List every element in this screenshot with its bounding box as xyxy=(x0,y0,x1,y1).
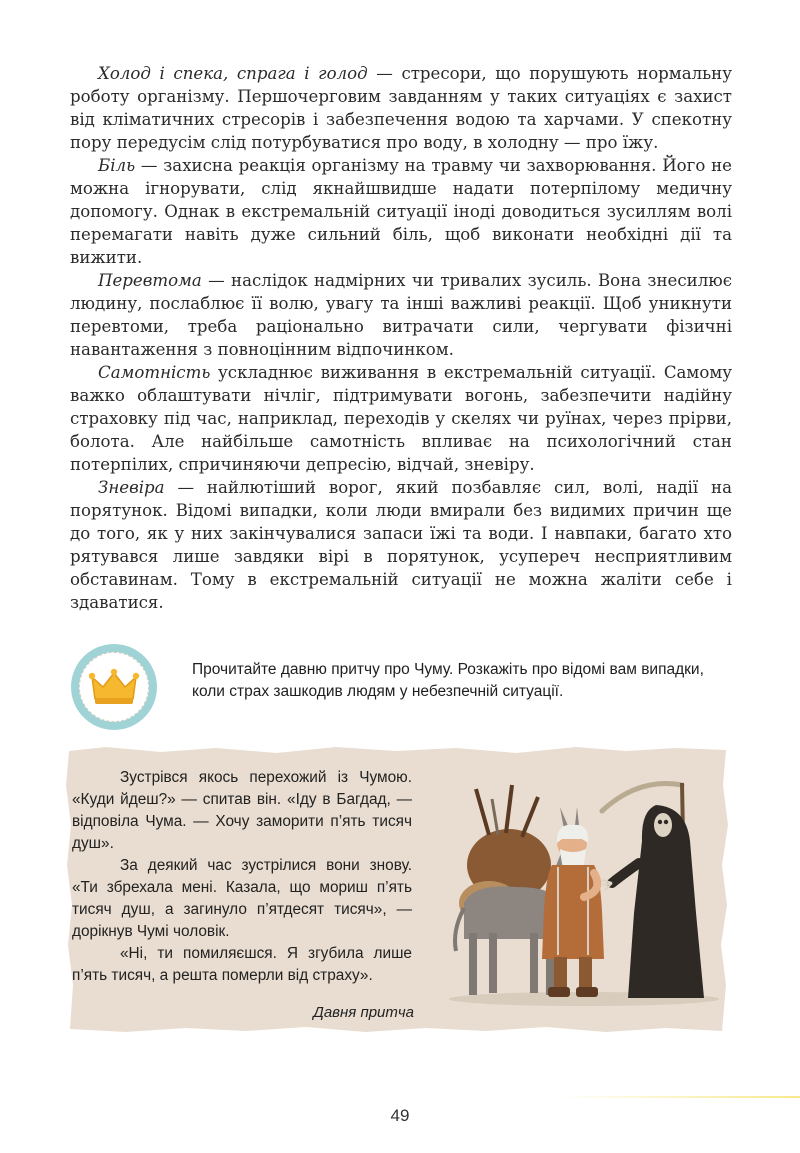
task-badge xyxy=(71,644,157,730)
term-cold-heat: Холод і спека, спрага і голод xyxy=(98,64,368,83)
parable-source: Давня притча xyxy=(313,1004,414,1021)
term-pain: Біль xyxy=(98,156,136,175)
main-text xyxy=(70,62,732,614)
text-pain: — захисна реакція організму на травму чи захворювання. Його не можна ігнорувати, слід якнайшвидше надати потерпілому медичну допомогу. Однак в екстремальній ситуації іноді доводиться зусиллям волі перемагати навіть дуже сильний біль, щоб виконати необхідні дії та вижити. xyxy=(70,156,732,267)
parable-text xyxy=(72,767,412,987)
text-loneliness: ускладнює виживання в екстремальній ситуації. Самому важко облаштувати нічліг, підтримувати вогонь, забезпечити надійну страховку під час, наприклад, переходів у скелях чи руїнах, через прірви, болота. Але найбільше самотність впливає на психологічний стан потерпілих, спричиняючи депресію, відчай, зневіру. xyxy=(70,363,732,474)
paragraph-despair xyxy=(70,476,732,614)
parable-paragraph: Зустрівся якось перехожий із Чумою. «Куди йдеш?» — спитав він. «Іду в Багдад, — відповіла Чума. — Хочу заморити п’ять тисяч душ». xyxy=(72,769,412,852)
task-instruction: Прочитайте давню притчу про Чуму. Розкажіть про відомі вам випадки, коли страх зашкодив людям у небезпечній ситуації. xyxy=(192,661,704,700)
parable-paragraph: За деякий час зустрілися вони знову. «Ти збрехала мені. Казала, що мориш п’ять тисяч душ, а загинуло п’ятдесят тисяч», — дорікнув Чумі чоловік. xyxy=(72,857,412,940)
footer-accent-line xyxy=(560,1096,800,1098)
text-cold-heat: — стресори, що порушують нормальну роботу організму. Першочерговим завданням у таких ситуаціях є захист від кліматичних стресорів і забезпечення водою та харчами. У спекотну пору передусім слід потурбуватися про воду, в холодну — про їжу. xyxy=(70,64,733,152)
text-fatigue: — наслідок надмірних чи тривалих зусиль. Вона знесилює людину, послаблює її волю, увагу та інші важливі реакції. Щоб уникнути перевтоми, треба раціонально витрачати сили, чергувати фізичні навантаження з повноцінним відпочинком. xyxy=(70,271,732,359)
crown-icon xyxy=(79,652,149,722)
old-man-donkey-death-illustration xyxy=(434,763,724,1011)
paragraph-cold-heat xyxy=(70,62,732,154)
page-number: 49 xyxy=(390,1106,410,1125)
parable-paragraph: «Ні, ти помиляєшся. Я згубила лише п’ять тисяч, а решта померли від страху». xyxy=(72,945,412,984)
term-fatigue: Перевтома xyxy=(98,271,202,290)
term-despair: Зневіра xyxy=(98,478,165,497)
paragraph-fatigue xyxy=(70,269,732,361)
paragraph-pain xyxy=(70,154,732,269)
term-loneliness: Самотність xyxy=(98,363,211,382)
text-despair: — найлютіший ворог, який позбавляє сил, волі, надії на порятунок. Відомі випадки, коли люди вмирали без видимих причин ще до того, як у них закінчувалися запаси їжі та води. І навпаки, багато хто рятувався лише завдяки вірі в порятунок, усупереч несприятливим обставинам. Тому в екстремальній ситуації не можна жаліти себе і здаватися. xyxy=(70,478,732,612)
parable-box xyxy=(66,745,730,1033)
paragraph-loneliness xyxy=(70,361,732,476)
